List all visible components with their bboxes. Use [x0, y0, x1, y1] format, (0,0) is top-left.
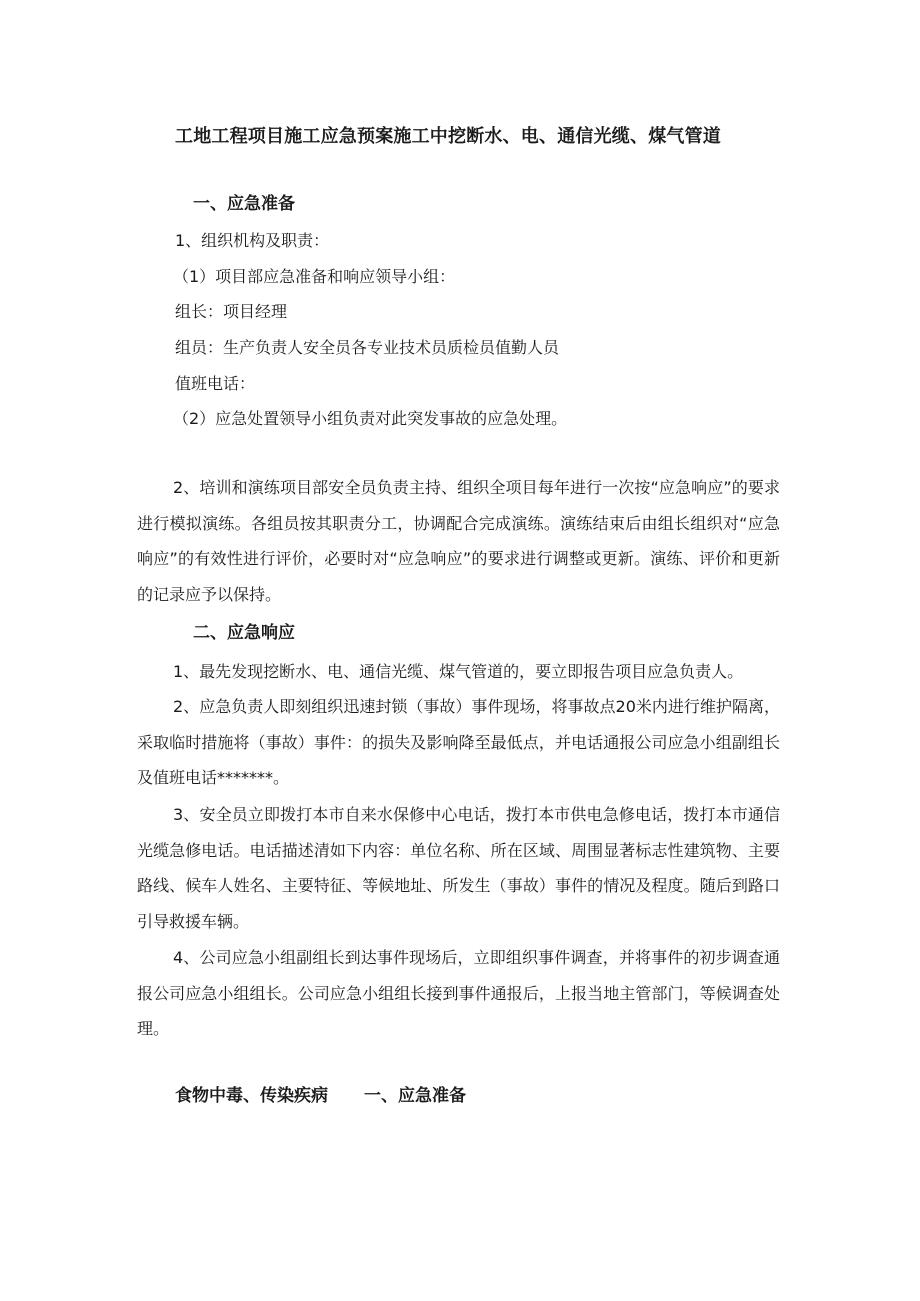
- response-item-2: 2、应急负责人即刻组织迅速封锁（事故）事件现场，将事故点20米内进行维护隔离，采取临时措施将（事故）事件：的损失及影响降至最低点，并电话通报公司应急小组副组长及值班电话*******。: [137, 697, 780, 788]
- response-item-4: 4、公司应急小组副组长到达事件现场后，立即组织事件调查，并将事件的初步调查通报公司应急小组组长。公司应急小组组长接到事件通报后，上报当地主管部门，等候调查处理。: [137, 948, 780, 1039]
- next-section-topic: 食物中毒、传染疾病: [175, 1086, 328, 1106]
- emergency-handling-line: （2）应急处置领导小组负责对此突发事故的应急处理。: [173, 409, 568, 428]
- response-item-3: 3、安全员立即拨打本市自来水保修中心电话，拨打本市供电急修电话，拨打本市通信光缆急修电话。电话描述清如下内容：单位名称、所在区域、周围显著标志性建筑物、主要路线、候车人姓名、主要特征、等候地址、所发生（事故）事件的情况及程度。随后到路口引导救援车辆。: [137, 805, 780, 932]
- next-section-subheading: 一、应急准备: [364, 1086, 466, 1106]
- leadership-group-line: （1）项目部应急准备和响应领导小组：: [173, 267, 456, 286]
- document-title: 工地工程项目施工应急预案施工中挖断水、电、通信光缆、煤气管道: [175, 126, 721, 147]
- training-paragraph: 2、培训和演练项目部安全员负责主持、组织全项目每年进行一次按“应急响应”的要求进行模拟演练。各组员按其职责分工，协调配合完成演练。演练结束后由组长组织对“应急响应”的有效性进行评价，必要时对“应急响应”的要求进行调整或更新。演练、评价和更新的记录应予以保持。: [137, 478, 780, 605]
- org-structure-label: 1、组织机构及职责：: [175, 231, 330, 250]
- duty-phone-line: 值班电话：: [175, 374, 256, 393]
- section-heading-preparation: 一、应急准备: [193, 194, 295, 214]
- response-item-1: 1、最先发现挖断水、电、通信光缆、煤气管道的，要立即报告项目应急负责人。: [173, 662, 744, 681]
- section-heading-response: 二、应急响应: [193, 623, 295, 643]
- group-leader-line: 组长：项目经理: [175, 302, 288, 321]
- group-members-line: 组员：生产负责人安全员各专业技术员质检员值勤人员: [175, 338, 560, 357]
- next-section-heading: [175, 1083, 466, 1109]
